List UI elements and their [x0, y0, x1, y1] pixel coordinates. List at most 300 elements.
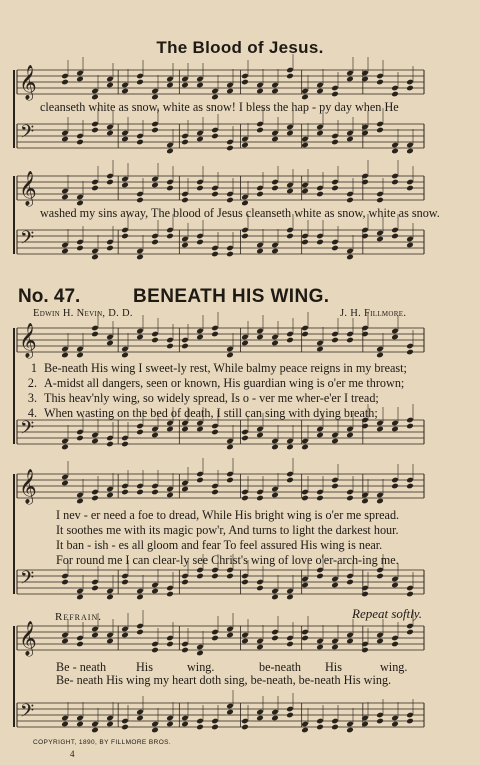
note-head	[286, 130, 294, 137]
note-head	[391, 179, 399, 186]
note-head	[316, 239, 324, 246]
note-head	[61, 638, 69, 645]
note-head	[151, 182, 159, 189]
note-head	[211, 133, 219, 140]
note-head	[301, 635, 309, 642]
note-head	[76, 133, 84, 140]
note-head	[346, 721, 354, 728]
note-head	[121, 136, 129, 143]
note-head	[61, 242, 69, 249]
note-head	[271, 248, 279, 255]
note-head	[361, 715, 369, 722]
note-head	[166, 227, 174, 234]
note-head	[226, 82, 234, 89]
note-head	[391, 233, 399, 240]
note-head	[331, 483, 339, 490]
note-head	[331, 185, 339, 192]
note-head	[226, 703, 234, 710]
note-head	[91, 727, 99, 734]
note-head	[286, 67, 294, 74]
note-head	[166, 715, 174, 722]
note-head	[391, 576, 399, 583]
note-head	[271, 334, 279, 341]
note-head	[316, 233, 324, 240]
note-head	[331, 724, 339, 731]
note-head	[61, 579, 69, 586]
note-head	[361, 721, 369, 728]
note-head	[406, 629, 414, 636]
note-head	[346, 727, 354, 734]
note-head	[376, 498, 384, 505]
note-head	[376, 79, 384, 86]
note-head	[346, 489, 354, 496]
note-head	[361, 641, 369, 648]
note-head	[76, 429, 84, 436]
note-head	[181, 236, 189, 243]
note-head	[256, 495, 264, 502]
note-head	[76, 139, 84, 146]
note-head	[181, 426, 189, 433]
note-head	[181, 197, 189, 204]
note-head	[256, 121, 264, 128]
verse-number: 4.	[27, 406, 37, 420]
note-head	[91, 185, 99, 192]
note-head	[121, 130, 129, 137]
note-head	[61, 346, 69, 353]
note-head	[166, 585, 174, 592]
clef-icon: 𝄞	[19, 323, 37, 358]
note-head	[286, 635, 294, 642]
note-head	[361, 647, 369, 654]
note-head	[61, 194, 69, 201]
note-head	[226, 477, 234, 484]
note-head	[286, 188, 294, 195]
note-head	[391, 426, 399, 433]
note-head	[316, 346, 324, 353]
note-head	[301, 582, 309, 589]
note-head	[391, 85, 399, 92]
note-head	[316, 340, 324, 347]
note-head	[391, 91, 399, 98]
note-head	[271, 136, 279, 143]
note-head	[286, 438, 294, 445]
note-head	[151, 426, 159, 433]
note-head	[181, 76, 189, 83]
note-head	[121, 718, 129, 725]
note-head	[331, 85, 339, 92]
note-head	[271, 130, 279, 137]
note-head	[271, 438, 279, 445]
note-head	[271, 88, 279, 95]
note-head	[271, 588, 279, 595]
note-head	[226, 245, 234, 252]
note-head	[406, 343, 414, 350]
note-head	[406, 718, 414, 725]
note-head	[376, 352, 384, 359]
note-head	[256, 638, 264, 645]
note-head	[316, 124, 324, 131]
note-head	[61, 632, 69, 639]
note-head	[286, 712, 294, 719]
note-head	[106, 179, 114, 186]
note-head	[91, 331, 99, 338]
note-head	[316, 638, 324, 645]
note-head	[346, 331, 354, 338]
note-head	[256, 644, 264, 651]
refrain-label: Refrain.	[55, 611, 102, 623]
note-head	[61, 721, 69, 728]
note-head	[181, 242, 189, 249]
note-head	[256, 185, 264, 192]
note-head	[196, 328, 204, 335]
note-head	[286, 594, 294, 601]
note-head	[376, 121, 384, 128]
note-head	[211, 429, 219, 436]
verse-text: A-midst all dangers, seen or known, His guardian wing is o'er me thrown;	[44, 376, 405, 390]
note-head	[331, 337, 339, 344]
note-head	[241, 142, 249, 149]
verse-text: This heav'nly wing, so widely spread, Is o - ver me wher-e'er I tread;	[44, 391, 379, 405]
note-head	[106, 486, 114, 493]
note-head	[301, 325, 309, 332]
note-head	[211, 483, 219, 490]
note-head	[211, 245, 219, 252]
note-head	[76, 721, 84, 728]
note-head	[106, 245, 114, 252]
note-head	[196, 185, 204, 192]
note-head	[181, 133, 189, 140]
note-head	[196, 718, 204, 725]
note-head	[331, 576, 339, 583]
note-head	[136, 709, 144, 716]
note-head	[196, 471, 204, 478]
note-head	[301, 727, 309, 734]
note-head	[406, 483, 414, 490]
verse-line: I nev - er need a foe to dread, While His bright wing is o'er me spread.	[56, 508, 400, 522]
clef-icon: 𝄞	[19, 469, 37, 504]
note-head	[286, 182, 294, 189]
note-head	[76, 352, 84, 359]
note-head	[136, 588, 144, 595]
note-head	[196, 573, 204, 580]
note-head	[91, 489, 99, 496]
note-head	[361, 233, 369, 240]
note-head	[241, 73, 249, 80]
note-head	[361, 173, 369, 180]
note-head	[196, 130, 204, 137]
hymn-composer: J. H. Fillmore.	[340, 308, 407, 319]
note-head	[301, 629, 309, 636]
note-head	[211, 331, 219, 338]
note-head	[151, 641, 159, 648]
note-head	[331, 133, 339, 140]
refrain-line: Be- neath His wing my heart doth sing, be-neath, be-neath His wing.	[56, 673, 392, 687]
note-head	[136, 133, 144, 140]
note-head	[76, 594, 84, 601]
note-head	[406, 85, 414, 92]
note-head	[76, 239, 84, 246]
note-head	[271, 242, 279, 249]
verse-line	[15, 376, 407, 391]
clef-icon: 𝄢	[20, 418, 35, 443]
note-head	[106, 435, 114, 442]
note-head	[391, 483, 399, 490]
note-head	[136, 423, 144, 430]
note-head	[271, 340, 279, 347]
note-head	[106, 638, 114, 645]
note-head	[256, 191, 264, 198]
note-head	[406, 79, 414, 86]
note-head	[286, 331, 294, 338]
note-head	[181, 480, 189, 487]
note-head	[181, 337, 189, 344]
note-head	[76, 76, 84, 83]
verse-line: It ban - ish - es all gloom and fear To feel assured His wing is near.	[56, 538, 383, 552]
note-head	[301, 331, 309, 338]
note-head	[211, 718, 219, 725]
note-head	[256, 127, 264, 134]
note-head	[136, 139, 144, 146]
note-head	[331, 438, 339, 445]
note-head	[211, 127, 219, 134]
note-head	[121, 182, 129, 189]
note-head	[241, 233, 249, 240]
note-head	[226, 88, 234, 95]
note-head	[391, 582, 399, 589]
note-head	[361, 227, 369, 234]
note-head	[241, 489, 249, 496]
note-head	[226, 471, 234, 478]
note-head	[166, 82, 174, 89]
note-head	[226, 352, 234, 359]
note-head	[346, 191, 354, 198]
note-head	[151, 127, 159, 134]
note-head	[91, 721, 99, 728]
note-head	[166, 492, 174, 499]
note-head	[256, 585, 264, 592]
note-head	[376, 718, 384, 725]
note-head	[346, 579, 354, 586]
note-head	[226, 251, 234, 258]
note-head	[151, 489, 159, 496]
note-head	[136, 715, 144, 722]
note-head	[316, 185, 324, 192]
note-head	[301, 88, 309, 95]
note-head	[211, 724, 219, 731]
note-head	[316, 644, 324, 651]
note-head	[211, 191, 219, 198]
note-head	[241, 718, 249, 725]
note-head	[241, 340, 249, 347]
note-head	[241, 194, 249, 201]
note-head	[361, 76, 369, 83]
verse-number: 1	[30, 361, 37, 375]
note-head	[271, 594, 279, 601]
note-head	[61, 474, 69, 481]
note-head	[316, 130, 324, 137]
note-head	[91, 438, 99, 445]
note-head	[151, 647, 159, 654]
note-head	[286, 706, 294, 713]
note-head	[301, 142, 309, 149]
note-head	[406, 242, 414, 249]
note-head	[181, 82, 189, 89]
note-head	[301, 721, 309, 728]
note-head	[316, 191, 324, 198]
note-head	[331, 638, 339, 645]
note-head	[121, 176, 129, 183]
note-head	[91, 632, 99, 639]
note-head	[136, 489, 144, 496]
note-head	[256, 432, 264, 439]
note-head	[331, 179, 339, 186]
note-head	[391, 173, 399, 180]
clef-icon: 𝄢	[20, 122, 35, 147]
note-head	[271, 629, 279, 636]
note-head	[406, 712, 414, 719]
note-head	[121, 352, 129, 359]
verse-number: 3.	[27, 391, 37, 405]
note-head	[301, 182, 309, 189]
note-head	[346, 632, 354, 639]
note-head	[331, 331, 339, 338]
note-head	[346, 638, 354, 645]
note-head	[121, 632, 129, 639]
note-head	[211, 629, 219, 636]
note-head	[346, 70, 354, 77]
note-head	[151, 331, 159, 338]
note-head	[361, 591, 369, 598]
note-head	[136, 334, 144, 341]
note-head	[376, 236, 384, 243]
note-head	[226, 191, 234, 198]
note-head	[61, 573, 69, 580]
verse-line	[15, 391, 407, 406]
note-head	[181, 486, 189, 493]
note-head	[361, 423, 369, 430]
note-head	[151, 582, 159, 589]
note-head	[256, 579, 264, 586]
note-head	[76, 346, 84, 353]
note-head	[76, 715, 84, 722]
note-head	[271, 82, 279, 89]
verse-line	[15, 361, 407, 376]
note-head	[91, 495, 99, 502]
note-head	[121, 82, 129, 89]
note-head	[106, 334, 114, 341]
note-head	[61, 79, 69, 86]
clef-icon: 𝄞	[19, 621, 37, 656]
clef-icon: 𝄞	[19, 65, 37, 100]
note-head	[76, 635, 84, 642]
note-head	[196, 477, 204, 484]
note-head	[256, 334, 264, 341]
note-head	[76, 245, 84, 252]
note-head	[301, 233, 309, 240]
note-head	[256, 328, 264, 335]
note-head	[226, 626, 234, 633]
note-head	[256, 82, 264, 89]
note-head	[286, 471, 294, 478]
note-head	[121, 227, 129, 234]
note-head	[346, 337, 354, 344]
note-head	[151, 727, 159, 734]
note-head	[76, 492, 84, 499]
note-head	[196, 82, 204, 89]
note-head	[121, 435, 129, 442]
note-head	[286, 588, 294, 595]
note-head	[151, 721, 159, 728]
clef-icon: 𝄞	[19, 171, 37, 206]
note-head	[226, 145, 234, 152]
note-head	[121, 483, 129, 490]
note-head	[121, 573, 129, 580]
note-head	[106, 492, 114, 499]
note-head	[106, 173, 114, 180]
verse-line	[15, 406, 407, 421]
note-head	[361, 179, 369, 186]
note-head	[76, 435, 84, 442]
note-head	[121, 626, 129, 633]
note-head	[256, 709, 264, 716]
note-head	[301, 576, 309, 583]
note-head	[406, 349, 414, 356]
note-head	[271, 185, 279, 192]
note-head	[361, 124, 369, 131]
note-head	[361, 585, 369, 592]
clef-icon: 𝄢	[20, 568, 35, 593]
note-head	[106, 721, 114, 728]
note-head	[406, 417, 414, 424]
note-head	[151, 176, 159, 183]
note-head	[226, 709, 234, 716]
note-head	[211, 251, 219, 258]
note-head	[406, 142, 414, 149]
note-head	[181, 715, 189, 722]
note-head	[226, 438, 234, 445]
note-head	[361, 70, 369, 77]
note-head	[286, 444, 294, 451]
note-head	[151, 239, 159, 246]
note-head	[181, 579, 189, 586]
note-head	[106, 76, 114, 83]
note-head	[346, 197, 354, 204]
note-head	[376, 712, 384, 719]
note-head	[316, 426, 324, 433]
note-head	[271, 179, 279, 186]
note-head	[256, 248, 264, 255]
note-head	[61, 73, 69, 80]
note-head	[226, 197, 234, 204]
note-head	[226, 139, 234, 146]
note-head	[271, 635, 279, 642]
note-head	[166, 148, 174, 155]
note-head	[286, 124, 294, 131]
note-head	[181, 721, 189, 728]
note-head	[406, 236, 414, 243]
note-head	[106, 594, 114, 601]
hymn-title: BENEATH HIS WING.	[133, 286, 330, 307]
song-title-blood-of-jesus: The Blood of Jesus.	[156, 38, 324, 57]
note-head	[286, 73, 294, 80]
refrain-word: be-neath	[259, 660, 301, 674]
note-head	[406, 148, 414, 155]
note-head	[406, 623, 414, 630]
note-head	[316, 432, 324, 439]
note-head	[316, 724, 324, 731]
note-head	[136, 73, 144, 80]
refrain-word: His	[136, 660, 153, 674]
